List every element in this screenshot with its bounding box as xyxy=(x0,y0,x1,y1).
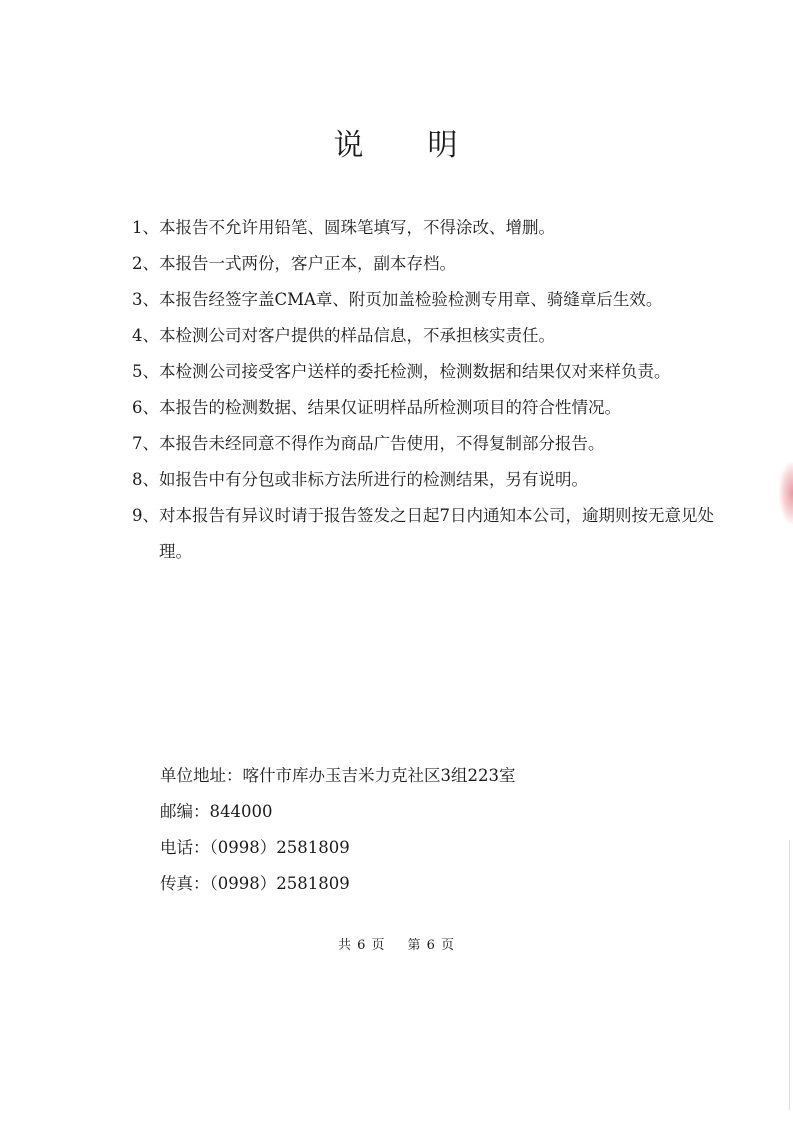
title-char-2: 明 xyxy=(427,128,460,163)
item-text: 本检测公司接受客户送样的委托检测，检测数据和结果仅对来样负责。 xyxy=(159,362,671,381)
address-line: 单位地址：喀什市库办玉吉米力克社区3组223室 xyxy=(160,766,516,785)
page-footer xyxy=(0,934,793,953)
list-item xyxy=(132,390,732,426)
list-item xyxy=(132,462,732,498)
item-number: 8、 xyxy=(132,470,159,489)
postcode-line: 邮编：844000 xyxy=(160,802,273,821)
item-text: 本检测公司对客户提供的样品信息，不承担核实责任。 xyxy=(159,326,555,345)
list-item xyxy=(132,210,732,246)
item-number: 6、 xyxy=(132,398,159,417)
item-text: 本报告未经同意不得作为商品广告使用，不得复制部分报告。 xyxy=(159,434,605,453)
current-page: 第 6 页 xyxy=(407,938,456,953)
item-text: 本报告一式两份，客户正本，副本存档。 xyxy=(159,254,456,273)
item-number: 4、 xyxy=(132,326,159,345)
seam-stamp-mark xyxy=(779,462,793,524)
page-title xyxy=(0,120,793,164)
list-item xyxy=(132,354,732,390)
item-number: 5、 xyxy=(132,362,159,381)
item-number: 3、 xyxy=(132,290,159,309)
item-number: 7、 xyxy=(132,434,159,453)
list-item xyxy=(132,498,732,570)
item-text: 本报告经签字盖CMA章、附页加盖检验检测专用章、骑缝章后生效。 xyxy=(159,290,663,309)
notes-list xyxy=(132,210,732,570)
item-text: 对本报告有异议时请于报告签发之日起7日内通知本公司，逾期则按无意见处理。 xyxy=(159,506,714,561)
page-edge-line xyxy=(789,840,790,1110)
title-char-1: 说 xyxy=(333,128,366,163)
phone-line: 电话：（0998）2581809 xyxy=(160,838,350,857)
item-number: 9、 xyxy=(132,506,159,525)
list-item xyxy=(132,246,732,282)
list-item xyxy=(132,426,732,462)
item-text: 本报告不允许用铅笔、圆珠笔填写，不得涂改、增删。 xyxy=(159,218,555,237)
fax-line: 传真：（0998）2581809 xyxy=(160,874,350,893)
item-number: 1、 xyxy=(132,218,159,237)
list-item xyxy=(132,318,732,354)
contact-block xyxy=(160,758,516,902)
item-text: 如报告中有分包或非标方法所进行的检测结果，另有说明。 xyxy=(159,470,588,489)
total-pages: 共 6 页 xyxy=(337,938,386,953)
item-number: 2、 xyxy=(132,254,159,273)
list-item xyxy=(132,282,732,318)
item-text: 本报告的检测数据、结果仅证明样品所检测项目的符合性情况。 xyxy=(159,398,621,417)
